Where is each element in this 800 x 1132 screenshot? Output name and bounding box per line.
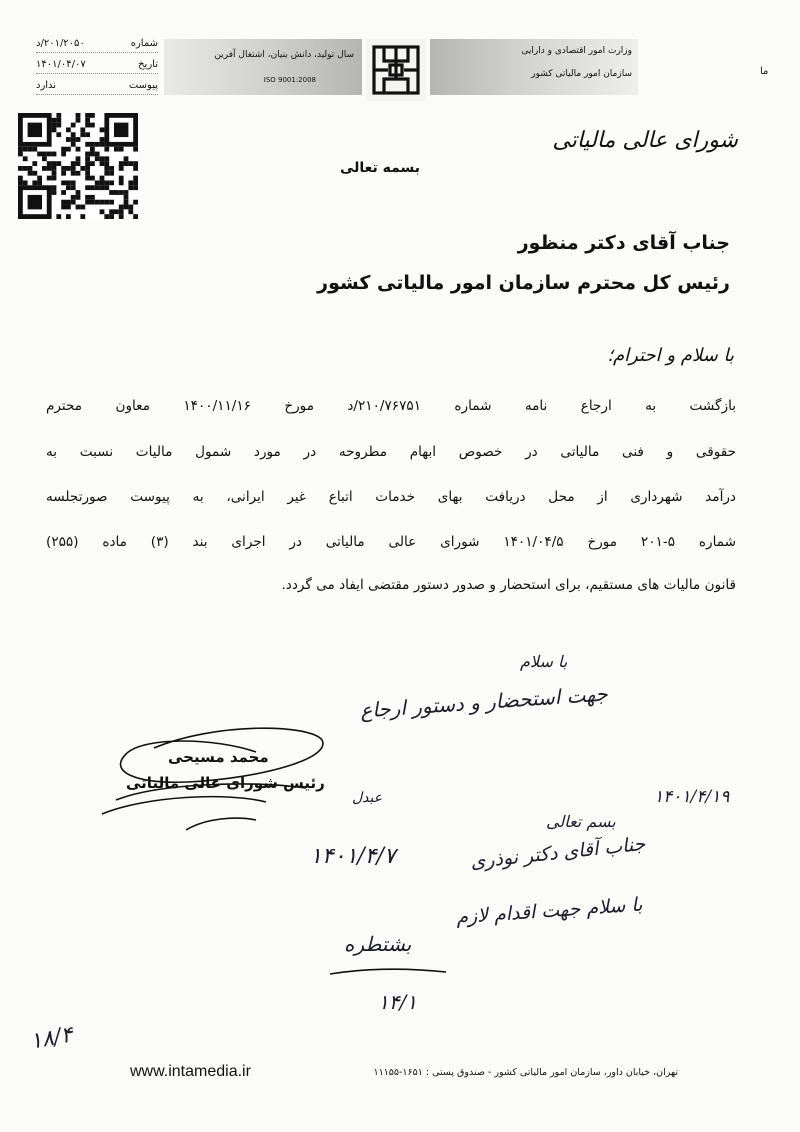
letter-attachment-value: ندارد — [36, 80, 57, 91]
body-line: حقوقی و فنی مالیاتی در خصوص ابهام مطروحه در مورد شمول مالیات نسبت به — [46, 444, 736, 460]
handwritten-date: ۱۴۰۱/۴/۷ — [310, 844, 396, 869]
body-line: درآمد شهرداری از محل دریافت بهای خدمات اتباع غیر ایرانی، به پیوست صورتجلسه — [46, 489, 736, 505]
letter-number-row — [36, 36, 158, 53]
letter-date-label: تاریخ — [138, 59, 158, 70]
bismillah-heading: بسمه تعالی — [339, 160, 421, 176]
addressee-title: رئیس کل محترم سازمان امور مالیاتی کشور — [317, 272, 730, 294]
organization-emblem-icon — [366, 39, 426, 101]
letter-metadata — [36, 36, 158, 99]
letterhead-banner-right — [430, 39, 638, 95]
handwritten-note-line: با سلام جهت اقدام لازم — [455, 893, 644, 929]
letter-date-value: ۱۴۰۱/۰۴/۰۷ — [36, 59, 86, 70]
handwritten-note-line: جهت استحضار و دستور ارجاع — [359, 681, 609, 723]
body-line: قانون مالیات های مستقیم، برای استحضار و صدور دستور مقتضی ایفاد می گردد. — [281, 577, 736, 593]
addressee-name: جناب آقای دکتر منظور — [517, 232, 730, 254]
qr-code — [18, 113, 138, 219]
handwritten-date: ۱۴۰۱/۴/۱۹ — [654, 787, 730, 807]
handwritten-note-line: ۱۴/۱ — [378, 990, 417, 1014]
greeting: با سلام و احترام؛ — [607, 345, 734, 366]
ministry-name: وزارت امور اقتصادی و دارایی — [521, 46, 632, 56]
website-link[interactable]: www.intamedia.ir — [130, 1063, 251, 1080]
handwritten-note-line: جناب آقای دکتر نوذری — [469, 832, 647, 874]
handwritten-note-line: عبدل — [352, 790, 383, 806]
handwritten-note-line: بشتطره — [344, 932, 412, 956]
handwritten-note-line: بسم تعالی — [546, 812, 616, 831]
letter-number-value: ۲۰۱/۲۰۵۰/د — [36, 38, 85, 49]
letter-date-row — [36, 57, 158, 74]
signatory-title: رئیس شورای عالی مالیاتی — [126, 774, 325, 792]
council-title: شورای عالی مالیاتی — [552, 128, 738, 153]
letter-number-label: شماره — [130, 38, 158, 49]
margin-mark: ما — [760, 66, 769, 77]
letter-attachment-label: پیوست — [128, 80, 158, 91]
letter-attachment-row — [36, 78, 158, 95]
handwritten-note-line: با سلام — [520, 652, 568, 671]
signatory-name: محمد مسیحی — [168, 748, 269, 766]
iso-mark: ISO 9001:2008 — [263, 76, 316, 84]
handwritten-date: ۱۸/۴ — [28, 1022, 75, 1055]
postal-address: تهران، خیابان داور، سازمان امور مالیاتی کشور - صندوق پستی : ۱۶۵۱-۱۱۱۵۵ — [373, 1067, 678, 1078]
letterhead-banner-left — [164, 39, 362, 95]
year-slogan: سال تولید، دانش بنیان، اشتغال آفرین — [214, 50, 354, 60]
body-line: بازگشت به ارجاع نامه شماره ۲۱۰/۷۶۷۵۱/د مورخ ۱۴۰۰/۱۱/۱۶ معاون محترم — [46, 398, 736, 414]
underline-stroke-icon — [328, 966, 448, 978]
body-line: شماره ۵-۲۰۱ مورخ ۱۴۰۱/۰۴/۵ شورای عالی مالیاتی در اجرای بند (۳) ماده (۲۵۵) — [46, 534, 736, 550]
organization-name: سازمان امور مالیاتی کشور — [531, 69, 632, 79]
